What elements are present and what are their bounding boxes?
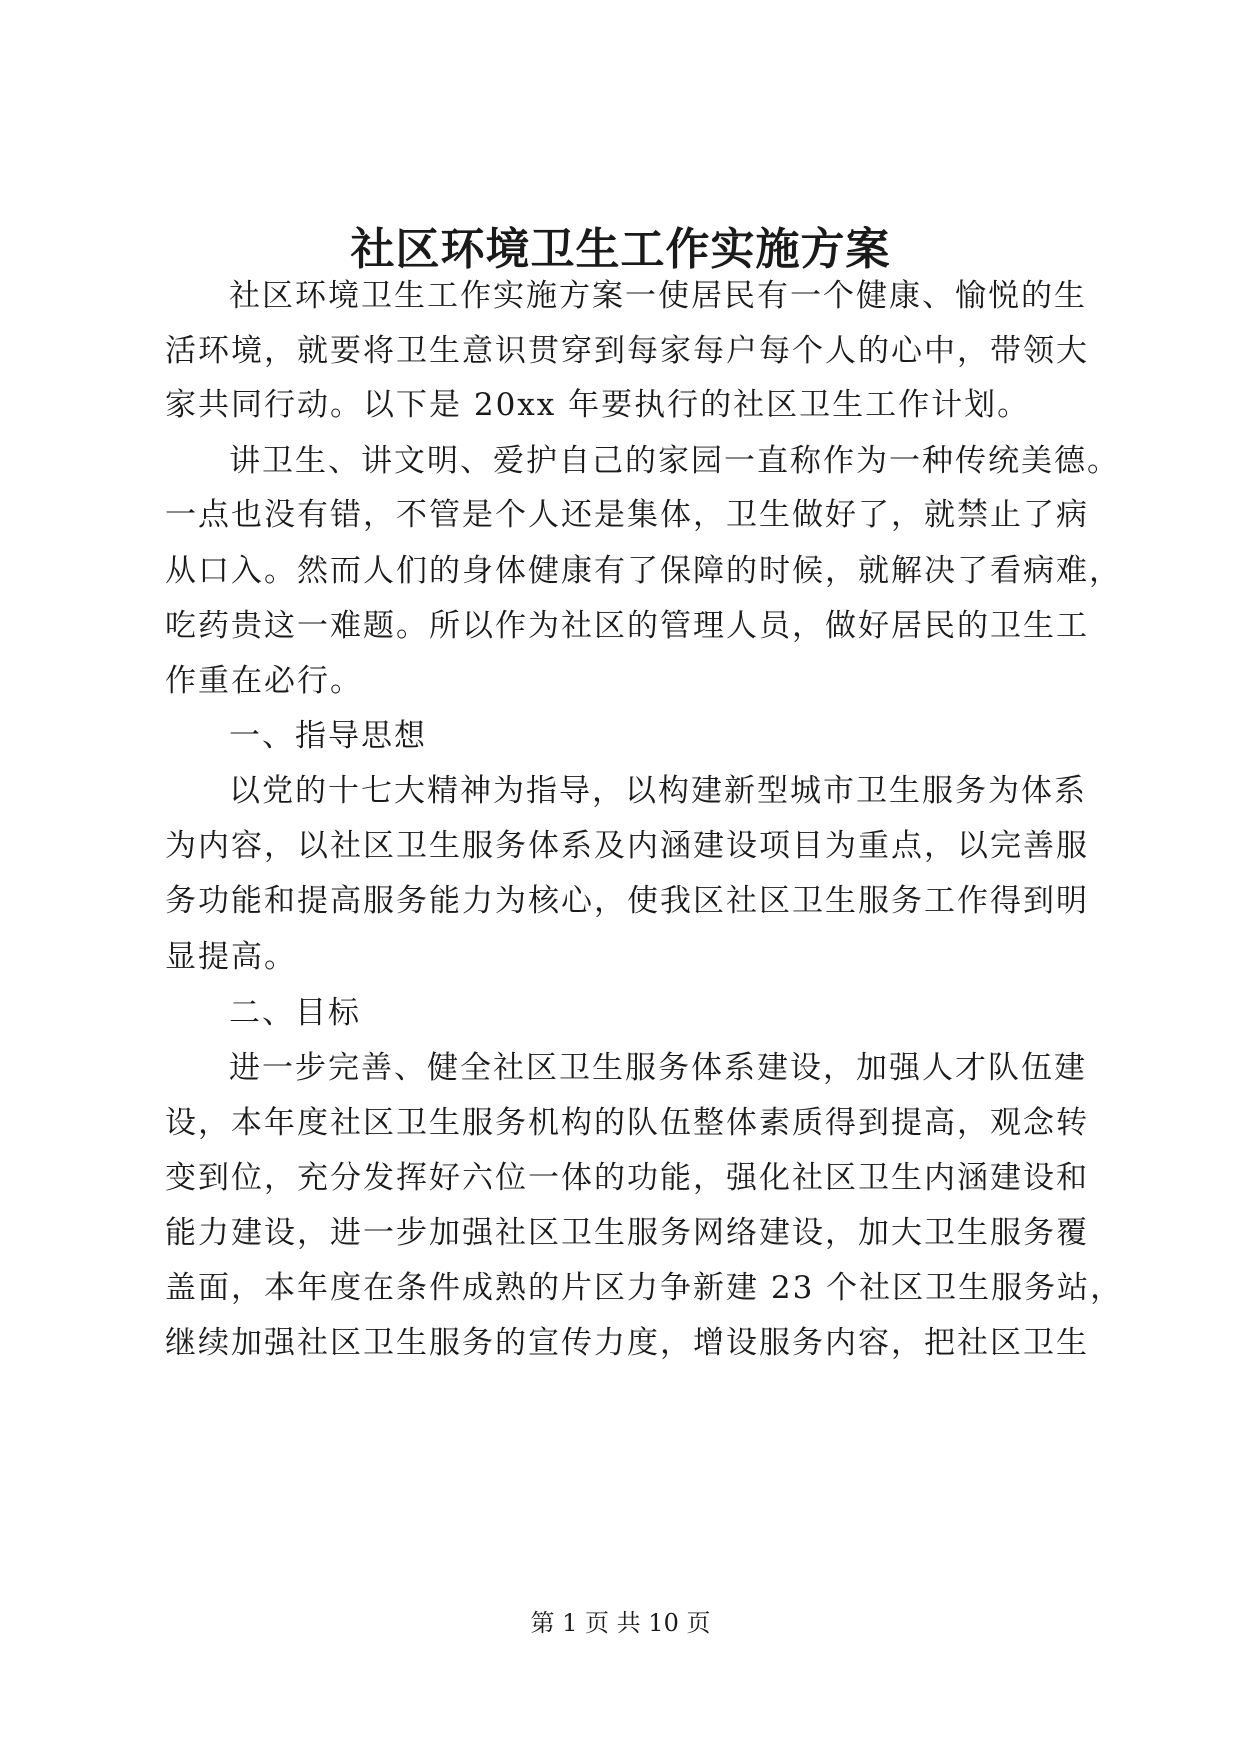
paragraph-line: 讲卫生、讲文明、爱护自己的家园一直称作为一种传统美德。 xyxy=(229,443,1120,479)
paragraph-line: 从口入。然而人们的身体健康有了保障的时候，就解决了看病难， xyxy=(165,553,1122,589)
paragraph-line: 作重在必行。 xyxy=(165,663,363,699)
paragraph-line: 为内容，以社区卫生服务体系及内涵建设项目为重点，以完善服 xyxy=(165,828,1089,864)
paragraph-line: 进一步完善、健全社区卫生服务体系建设，加强人才队伍建 xyxy=(229,1050,1087,1086)
page-number-footer: 第 1 页 共 10 页 xyxy=(530,1609,711,1637)
paragraph-line: 盖面，本年度在条件成熟的片区力争新建 23 个社区卫生服务站， xyxy=(165,1270,1124,1306)
paragraph-line: 以党的十七大精神为指导，以构建新型城市卫生服务为体系 xyxy=(229,773,1087,809)
paragraph-line: 活环境，就要将卫生意识贯穿到每家每户每个人的心中，带领大 xyxy=(165,333,1089,369)
paragraph-line: 变到位，充分发挥好六位一体的功能，强化社区卫生内涵建设和 xyxy=(165,1160,1089,1196)
paragraph-line: 社区环境卫生工作实施方案一使居民有一个健康、愉悦的生 xyxy=(229,278,1087,314)
paragraph-line: 吃药贵这一难题。所以作为社区的管理人员，做好居民的卫生工 xyxy=(165,608,1089,644)
paragraph-line: 设，本年度社区卫生服务机构的队伍整体素质得到提高，观念转 xyxy=(165,1105,1089,1141)
paragraph-line: 务功能和提高服务能力为核心，使我区社区卫生服务工作得到明 xyxy=(165,883,1089,919)
paragraph-line: 一点也没有错，不管是个人还是集体，卫生做好了，就禁止了病 xyxy=(165,497,1089,533)
paragraph-line: 显提高。 xyxy=(165,939,297,975)
document-title: 社区环境卫生工作实施方案 xyxy=(350,224,891,275)
paragraph-line: 继续加强社区卫生服务的宣传力度，增设服务内容，把社区卫生 xyxy=(165,1325,1089,1361)
paragraph-line: 家共同行动。以下是 20xx 年要执行的社区卫生工作计划。 xyxy=(165,387,1031,423)
section-heading: 二、目标 xyxy=(229,995,361,1031)
paragraph-line: 能力建设，进一步加强社区卫生服务网络建设，加大卫生服务覆 xyxy=(165,1215,1089,1251)
section-heading: 一、指导思想 xyxy=(229,718,427,754)
